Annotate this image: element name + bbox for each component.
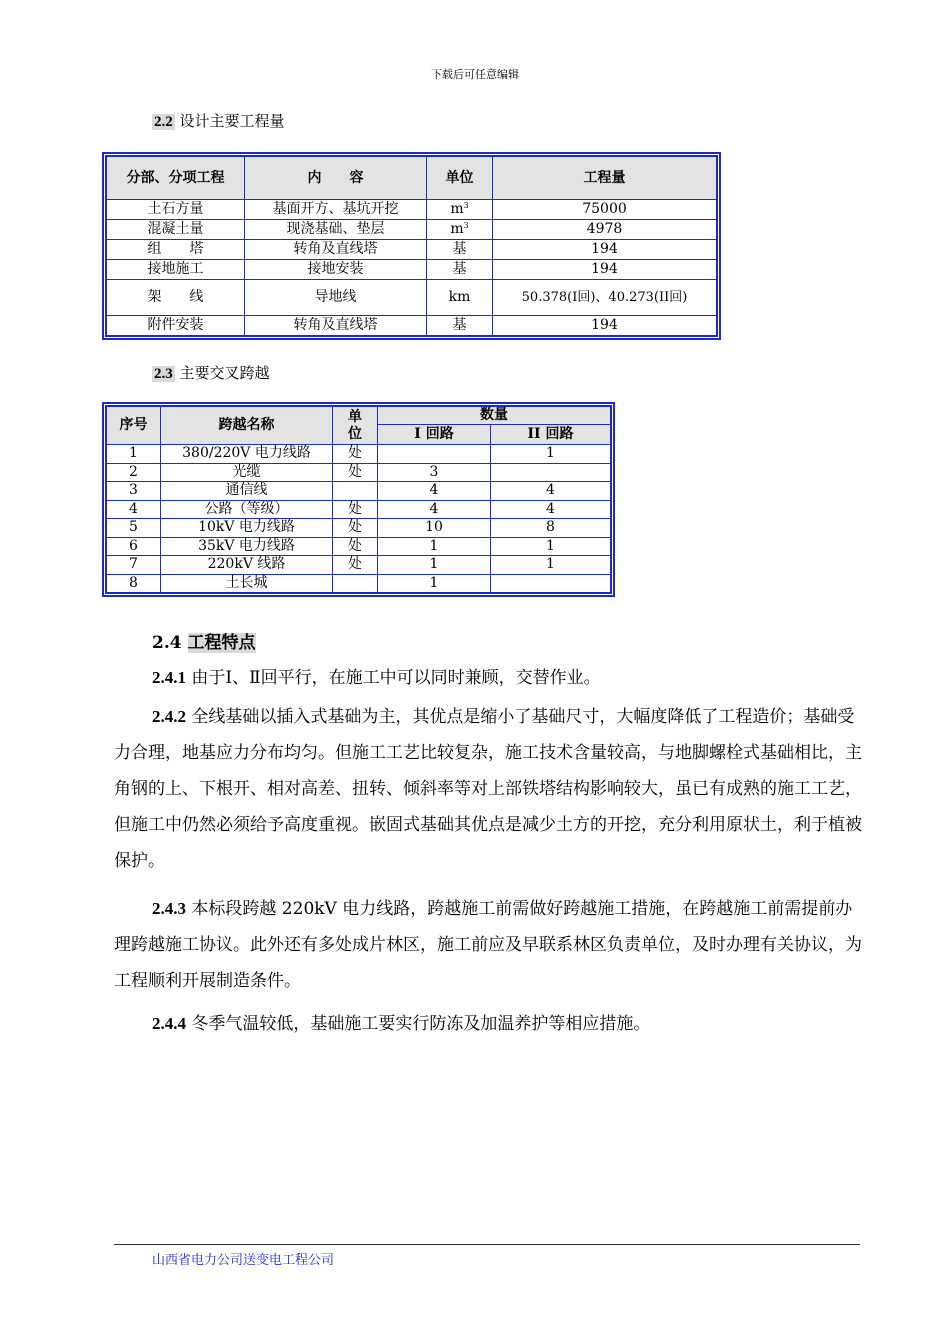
paragraph-number: 2.4.3	[152, 899, 186, 918]
cell: 1	[491, 556, 611, 575]
col-header: I 回路	[378, 425, 491, 445]
cell	[491, 463, 611, 482]
cell: 公路（等级）	[161, 500, 333, 519]
paragraph-number: 2.4.2	[152, 707, 186, 726]
table-row	[107, 556, 611, 575]
paragraph-2-4-1	[114, 660, 862, 696]
table-row	[107, 500, 611, 519]
unit-cell: $m^3$	[427, 220, 493, 240]
cell: 组 塔	[107, 240, 245, 260]
paragraph-text: 全线基础以插入式基础为主，其优点是缩小了基础尺寸，大幅度降低了工程造价；基础受力合理，地基应力分布均匀。但施工工艺比较复杂，施工技术含量较高，与地脚螺栓式基础相比，主角钢的上、下根开、相对高差、扭转、倾斜率等对上部铁塔结构影响较大，虽已有成熟的施工工艺，但施工中仍然必须给予高度重视。嵌固式基础其优点是减少土方的开挖，充分利用原状土，利于植被保护。	[114, 707, 862, 871]
cell: 1	[378, 556, 491, 575]
table-row	[107, 482, 611, 501]
cell: 处	[333, 463, 378, 482]
col-header: 序号	[107, 407, 161, 445]
col-header: 工程量	[493, 157, 717, 200]
cell: 8	[491, 519, 611, 538]
section-title: 主要交叉跨越	[179, 364, 270, 382]
cell: 50.378(I回)、40.273(II回)	[493, 280, 717, 316]
cell: 35kV 电力线路	[161, 537, 333, 556]
cell: 1	[491, 445, 611, 464]
col-header: 内 容	[245, 157, 427, 200]
cell: 4978	[493, 220, 717, 240]
cell: 3	[107, 482, 161, 501]
section-number: 2.4	[152, 633, 182, 653]
cell: 混凝土量	[107, 220, 245, 240]
quantities-table	[103, 153, 720, 339]
cell: 8	[107, 574, 161, 593]
cell: 10	[378, 519, 491, 538]
cell: 光缆	[161, 463, 333, 482]
cell: 6	[107, 537, 161, 556]
table-row	[107, 574, 611, 593]
cell: 4	[378, 482, 491, 501]
table-row	[107, 260, 717, 280]
section-title: 工程特点	[187, 633, 256, 653]
table-row	[107, 240, 717, 260]
cell: 基面开方、基坑开挖	[245, 200, 427, 220]
cell: 通信线	[161, 482, 333, 501]
cell: 1	[491, 537, 611, 556]
section-2-3-heading	[152, 362, 270, 383]
cell: 处	[333, 445, 378, 464]
cell: km	[427, 280, 493, 316]
paragraph-text: 本标段跨越 220kV 电力线路，跨越施工前需做好跨越施工措施，在跨越施工前需提前办理跨越施工协议。此外还有多处成片林区，施工前应及早联系林区负责单位，及时办理有关协议，为工程顺利开展制造条件。	[114, 899, 862, 991]
cell: 220kV 线路	[161, 556, 333, 575]
cell: 处	[333, 556, 378, 575]
cell: 基	[427, 240, 493, 260]
paragraph-number: 2.4.1	[152, 668, 186, 687]
cell: 1	[378, 574, 491, 593]
col-header: 数量	[378, 407, 611, 425]
cell: 转角及直线塔	[245, 240, 427, 260]
footer-divider	[114, 1244, 860, 1245]
cell: 附件安装	[107, 316, 245, 336]
cell: 架 线	[107, 280, 245, 316]
section-title: 设计主要工程量	[179, 112, 285, 130]
cell: 10kV 电力线路	[161, 519, 333, 538]
paragraph-number: 2.4.4	[152, 1014, 186, 1033]
cell: 现浇基础、垫层	[245, 220, 427, 240]
paragraph-2-4-4	[114, 1006, 862, 1042]
cell: 2	[107, 463, 161, 482]
crossings-table	[103, 403, 614, 596]
table-row	[107, 280, 717, 316]
col-header: 单位	[333, 407, 378, 445]
cell: 7	[107, 556, 161, 575]
cell: 194	[493, 240, 717, 260]
cell: 5	[107, 519, 161, 538]
paragraph-text: 由于Ⅰ、Ⅱ回平行，在施工中可以同时兼顾，交替作业。	[186, 668, 601, 688]
page-header: 下载后可任意编辑	[431, 68, 519, 81]
paragraph-text: 冬季气温较低，基础施工要实行防冻及加温养护等相应措施。	[186, 1014, 651, 1034]
col-header: 单位	[427, 157, 493, 200]
cell: 导地线	[245, 280, 427, 316]
cell: 接地施工	[107, 260, 245, 280]
page-footer: 山西省电力公司送变电工程公司	[152, 1253, 335, 1268]
unit-cell: $m^3$	[427, 200, 493, 220]
cell: 基	[427, 260, 493, 280]
cell: 4	[107, 500, 161, 519]
table-row	[107, 519, 611, 538]
cell: 4	[378, 500, 491, 519]
paragraph-2-4-3	[114, 891, 862, 999]
cell: 土长城	[161, 574, 333, 593]
paragraph-2-4-2	[114, 699, 862, 879]
table-row	[107, 537, 611, 556]
cell	[491, 574, 611, 593]
cell: 1	[378, 537, 491, 556]
table-row	[107, 220, 717, 240]
cell	[333, 574, 378, 593]
cell: 处	[333, 519, 378, 538]
cell: 接地安装	[245, 260, 427, 280]
section-2-2-heading	[152, 110, 285, 131]
table-row	[107, 200, 717, 220]
col-header: 跨越名称	[161, 407, 333, 445]
cell: 1	[107, 445, 161, 464]
table-row	[107, 463, 611, 482]
col-header: 分部、分项工程	[107, 157, 245, 200]
table-row	[107, 445, 611, 464]
cell: 基	[427, 316, 493, 336]
cell: 194	[493, 316, 717, 336]
cell	[333, 482, 378, 501]
section-number: 2.3	[154, 366, 173, 382]
cell: 4	[491, 500, 611, 519]
cell: 转角及直线塔	[245, 316, 427, 336]
table-row	[107, 316, 717, 336]
cell: 194	[493, 260, 717, 280]
cell: 3	[378, 463, 491, 482]
section-number: 2.2	[154, 114, 173, 130]
cell: 处	[333, 537, 378, 556]
cell	[378, 445, 491, 464]
cell: 土石方量	[107, 200, 245, 220]
cell: 75000	[493, 200, 717, 220]
section-2-4-heading	[152, 628, 256, 653]
cell: 4	[491, 482, 611, 501]
col-header: II 回路	[491, 425, 611, 445]
cell: 380/220V 电力线路	[161, 445, 333, 464]
cell: 处	[333, 500, 378, 519]
